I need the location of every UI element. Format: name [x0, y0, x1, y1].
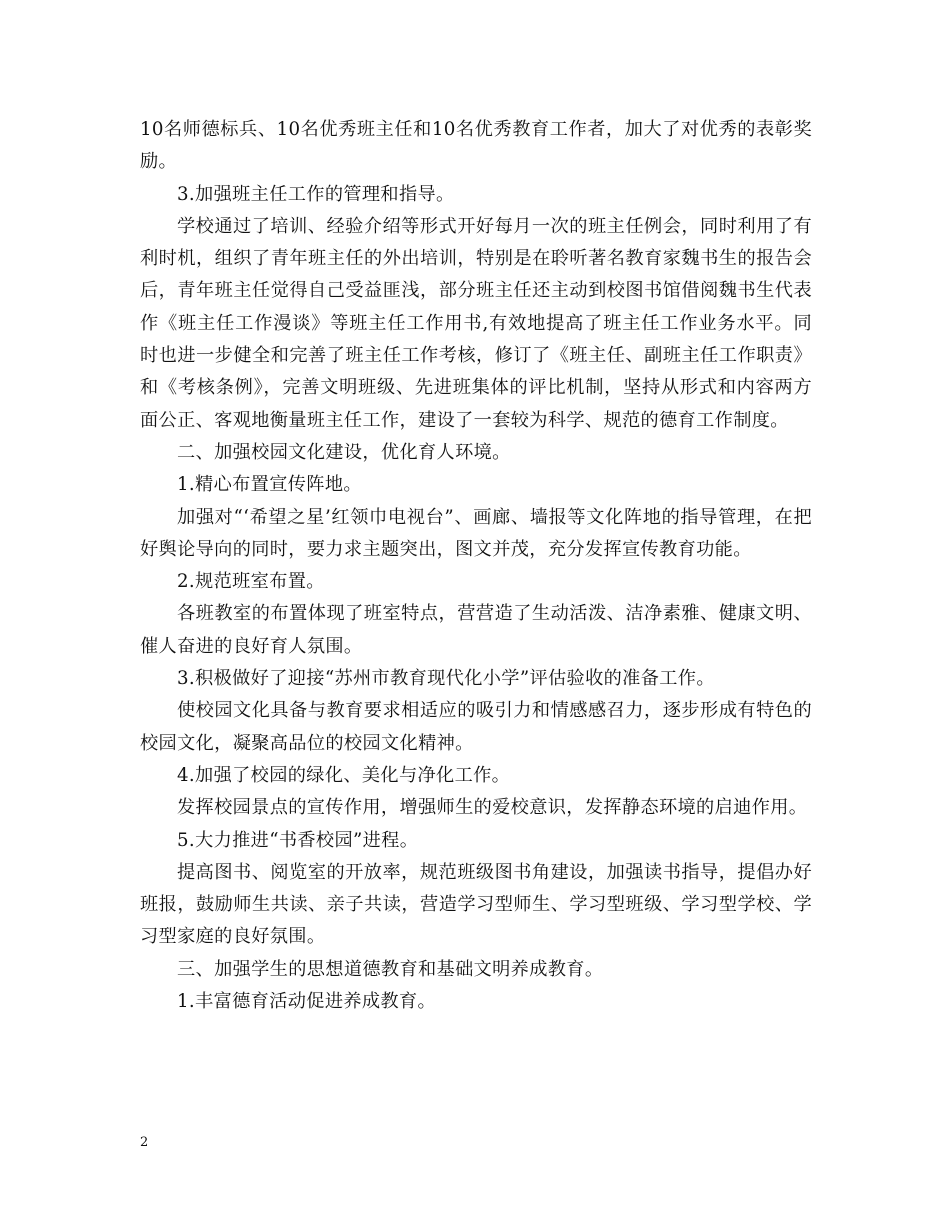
paragraph-scholarly-campus: 提高图书、阅览室的开放率，规范班级图书角建设，加强读书指导，提倡办好班报，鼓励师生共读、亲子共读，营造学习型师生、学习型班级、学习型学校、学习型家庭的良好氛围。 [140, 861, 812, 948]
subheading-campus-greening: 4.加强了校园的绿化、美化与净化工作。 [177, 764, 511, 786]
subheading-modernization-evaluation: 3.积极做好了迎接“苏州市教育现代化小学”评估验收的准备工作。 [177, 668, 715, 690]
section-heading-moral-education: 三、加强学生的思想道德教育和基础文明养成教育。 [177, 958, 604, 980]
paragraph-campus-greening: 发挥校园景点的宣传作用，增强师生的爱校意识，发挥静态环境的启迪作用。 [177, 797, 808, 819]
paragraph-classroom-layout: 各班教室的布置体现了班室特点，营营造了生动活泼、洁净素雅、健康文明、催人奋进的良好育人氛围。 [140, 603, 812, 657]
page-number: 2 [140, 1135, 149, 1150]
paragraph-class-teacher-training: 学校通过了培训、经验介绍等形式开好每月一次的班主任例会，同时利用了有利时机，组织了青年班主任的外出培训，特别是在聆听著名教育家魏书生的报告会后，青年班主任觉得自己受益匪浅，部分班主任还主动到校图书馆借阅魏书生代表作《班主任工作漫谈》等班主任工作用书,有效地提高了班主任工作业务水平。同时也进一步健全和完善了班主任工作考核，修订了《班主任、副班主任工作职责》和《考核条例》，完善文明班级、先进班集体的评比机制，坚持从形式和内容两方面公正、客观地衡量班主任工作，建设了一套较为科学、规范的德育工作制度。 [140, 215, 812, 431]
subheading-class-teacher-management: 3.加强班主任工作的管理和指导。 [177, 183, 455, 205]
subheading-classroom-layout: 2.规范班室布置。 [177, 571, 325, 593]
subheading-scholarly-campus: 5.大力推进“书香校园”进程。 [177, 829, 419, 851]
section-heading-campus-culture: 二、加强校园文化建设，优化育人环境。 [177, 441, 511, 463]
subheading-publicity-positions: 1.精心布置宣传阵地。 [177, 474, 362, 496]
document-body [140, 114, 812, 1018]
subheading-moral-activities: 1.丰富德育活动促进养成教育。 [177, 991, 437, 1013]
paragraph-modernization-evaluation: 使校园文化具备与教育要求相适应的吸引力和情感感召力，逐步形成有特色的校园文化，凝聚高品位的校园文化精神。 [140, 700, 812, 754]
paragraph-publicity-positions: 加强对“‘希望之星’红领巾电视台”、画廊、墙报等文化阵地的指导管理，在把好舆论导向的同时，要力求主题突出，图文并茂，充分发挥宣传教育功能。 [140, 506, 812, 560]
paragraph-continuation: 10名师德标兵、10名优秀班主任和10名优秀教育工作者，加大了对优秀的表彰奖励。 [140, 119, 812, 173]
